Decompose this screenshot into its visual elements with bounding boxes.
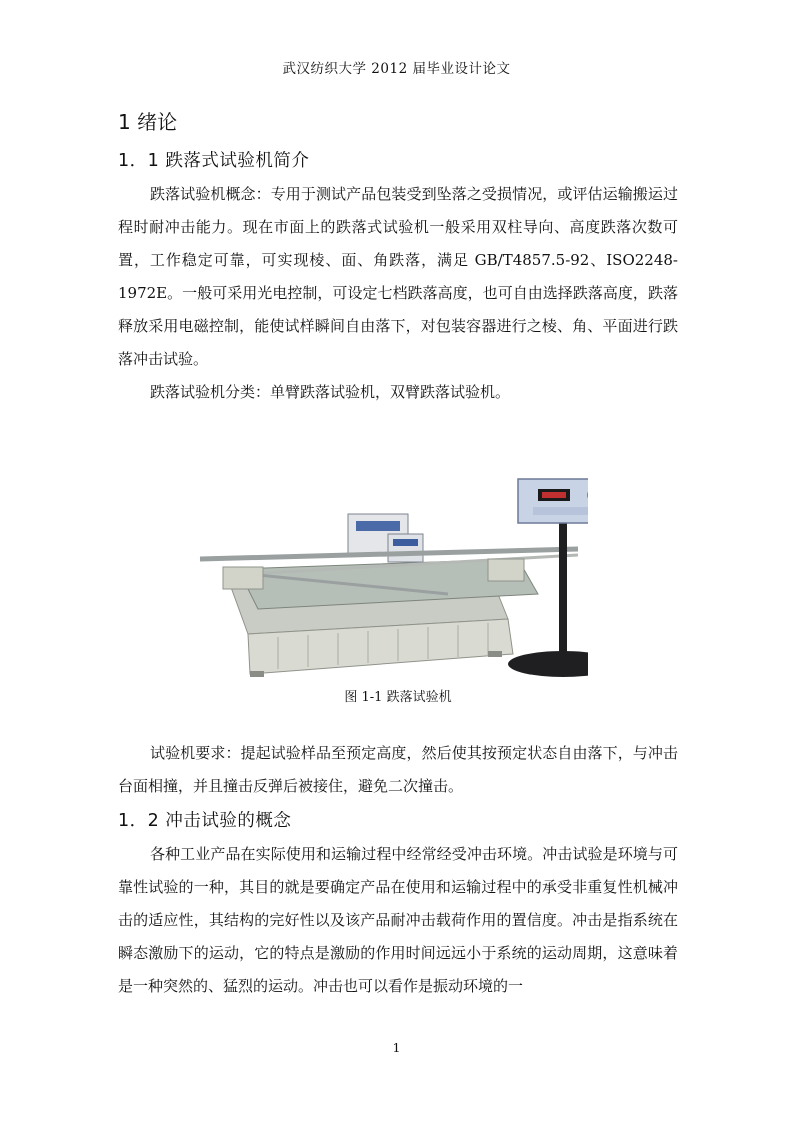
section-2-paragraph-1: 各种工业产品在实际使用和运输过程中经常经受冲击环境。冲击试验是环境与可靠性试验的一种，其目的就是要确定产品在使用和运输过程中的承受非重复性机械冲击的适应性，其结构的完好性以及该产品耐冲击载荷作用的置信度。冲击是指系统在瞬态激励下的运动，它的特点是激励的作用时间远远小于系统的运动周期，这意味着是一种突然的、猛烈的运动。冲击也可以看作是振动环境的一 bbox=[118, 845, 678, 995]
chapter-title: 1 绪论 bbox=[118, 110, 178, 134]
page-header: 武汉纺织大学 2012 届毕业设计论文 bbox=[282, 61, 511, 77]
figure-drop-tester bbox=[118, 431, 678, 686]
section-1-title: 1．1 跌落式试验机简介 bbox=[118, 151, 310, 171]
page-number: 1 bbox=[392, 1040, 401, 1055]
figure-caption: 图 1-1 跌落试验机 bbox=[344, 690, 452, 705]
page-content bbox=[118, 100, 678, 1003]
section-2-title: 1．2 冲击试验的概念 bbox=[118, 811, 292, 831]
drop-tester-image bbox=[188, 459, 588, 684]
section-1-paragraph-2: 跌落试验机分类：单臂跌落试验机，双臂跌落试验机。 bbox=[150, 383, 511, 401]
paragraph-requirements: 试验机要求：提起试验样品至预定高度，然后使其按预定状态自由落下，与冲击台面相撞，并且撞击反弹后被接住，避免二次撞击。 bbox=[118, 744, 678, 795]
section-1-paragraph-1: 跌落试验机概念：专用于测试产品包装受到坠落之受损情况，或评估运输搬运过程时耐冲击能力。现在市面上的跌落式试验机一般采用双柱导向、高度跌落次数可置，工作稳定可靠，可实现棱、面、角跌落，满足 GB/T4857.5-92、ISO2248-1972E。一般可采用光电控制，可设定七档跌落高度，也可自由选择跌落高度，跌落释放采用电磁控制，能使试样瞬间自由落下，对包装容器进行之棱、角、平面进行跌落冲击试验。 bbox=[118, 185, 678, 368]
